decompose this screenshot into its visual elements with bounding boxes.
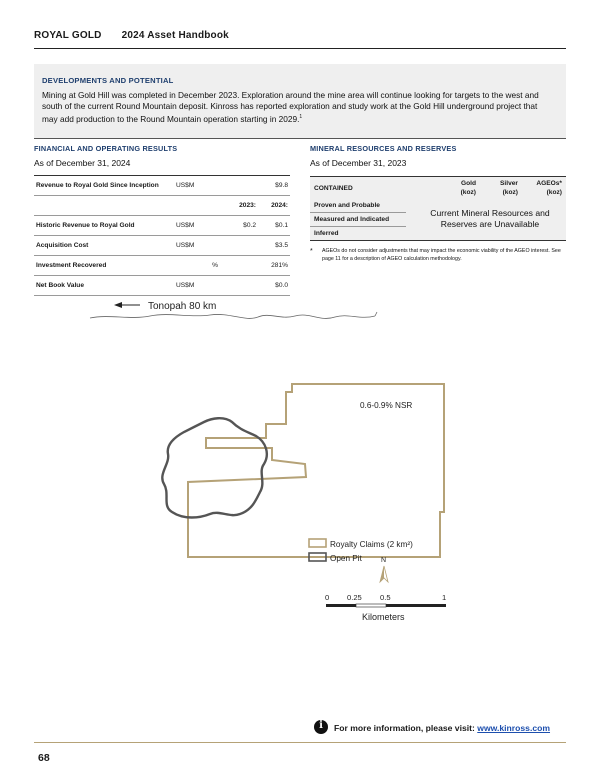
row-2023: 2023: <box>220 196 258 216</box>
scale-tick-05: 0.5 <box>380 593 391 602</box>
row-2024: $0.0 <box>258 276 290 296</box>
col-ageo: AGEOs* <box>536 180 562 187</box>
financial-table <box>34 176 290 296</box>
page-header <box>34 30 229 41</box>
row-unit <box>174 196 220 216</box>
row-unit: US$M <box>174 276 220 296</box>
developments-title: DEVELOPMENTS AND POTENTIAL <box>42 76 174 85</box>
legend-royalty-swatch <box>309 539 326 547</box>
reserves-header <box>310 176 566 199</box>
reserves-as-of: As of December 31, 2023 <box>310 158 407 168</box>
col-silver-unit: (koz) <box>502 189 518 196</box>
scale-segment <box>326 604 356 607</box>
row-divider <box>310 212 406 213</box>
north-arrow-fill <box>380 566 384 582</box>
row-2023 <box>220 176 258 196</box>
reserves-row: Inferred <box>314 230 339 237</box>
open-pit-outline <box>162 418 267 517</box>
developments-text: Mining at Gold Hill was completed in December 2023. Exploration around the mine area will continue looking for targets to the west and south of the current Round Mountain deposit. Kinross has reported exploration and study work at the Gold Hill underground project that may add production to the Round Mountain operation starting in 2029. <box>42 90 539 124</box>
property-map <box>80 292 500 632</box>
table-row <box>34 176 290 196</box>
road-line <box>90 314 375 318</box>
financial-title: FINANCIAL AND OPERATING RESULTS <box>34 144 178 153</box>
reserves-title: MINERAL RESOURCES AND RESERVES <box>310 144 457 153</box>
row-label: Investment Recovered <box>34 256 174 276</box>
company-name: ROYAL GOLD <box>34 30 102 41</box>
footer-divider <box>34 742 566 743</box>
col-silver: Silver <box>500 180 518 187</box>
row-2023: $0.2 <box>220 216 258 236</box>
row-2023 <box>220 236 258 256</box>
scale-segment <box>386 604 446 607</box>
row-divider <box>310 226 406 227</box>
north-label: N <box>381 557 387 564</box>
footnote-ref: 1 <box>299 114 303 120</box>
table-row <box>34 256 290 276</box>
col-ageo-unit: (koz) <box>546 189 562 196</box>
row-label: Revenue to Royal Gold Since Inception <box>34 176 174 196</box>
row-label: Historic Revenue to Royal Gold <box>34 216 174 236</box>
reserves-unavailable-message: Current Mineral Resources and Reserves are Unavailable <box>430 208 550 229</box>
table-row <box>34 236 290 256</box>
row-2024: $9.8 <box>258 176 290 196</box>
scale-tick-0: 0 <box>325 593 330 602</box>
ageo-footnote <box>310 248 566 263</box>
row-2024: 281% <box>258 256 290 276</box>
footnote-star: * <box>310 248 313 255</box>
row-2024: $0.1 <box>258 216 290 236</box>
row-label: Acquisition Cost <box>34 236 174 256</box>
more-info-text: For more information, please visit: <box>334 723 475 733</box>
table-row <box>34 196 290 216</box>
row-label: Net Book Value <box>34 276 174 296</box>
developments-section <box>34 64 566 139</box>
row-unit: US$M <box>174 236 220 256</box>
legend-pit-label: Open Pit <box>330 554 362 563</box>
legend-royalty-label: Royalty Claims (2 km²) <box>330 540 413 549</box>
scale-tick-025: 0.25 <box>347 593 362 602</box>
row-unit: US$M <box>174 176 220 196</box>
col-gold-unit: (koz) <box>460 189 476 196</box>
scale-tick-1: 1 <box>442 593 447 602</box>
scale-unit: Kilometers <box>362 612 405 622</box>
row-label <box>34 196 174 216</box>
nsr-label: 0.6-0.9% NSR <box>360 401 413 410</box>
reserves-row: Proven and Probable <box>314 202 380 209</box>
publication-title: 2024 Asset Handbook <box>121 30 229 41</box>
footnote-text: AGEOs do not consider adjustments that may impact the economic viability of the AGEO interest. See page 11 for a description of AGEO calculation methodology. <box>322 248 561 262</box>
col-gold: Gold <box>460 180 476 187</box>
more-info <box>334 723 550 733</box>
financial-as-of: As of December 31, 2024 <box>34 158 131 168</box>
arrow-head-icon <box>114 302 122 308</box>
header-divider <box>34 48 566 49</box>
row-2024: 2024: <box>258 196 290 216</box>
reserves-row: Measured and Indicated <box>314 216 390 223</box>
info-icon <box>314 720 328 734</box>
developments-body <box>42 90 554 125</box>
road-end <box>375 312 377 316</box>
col-contained: CONTAINED <box>314 185 353 192</box>
reserves-body <box>310 199 566 241</box>
row-2024: $3.5 <box>258 236 290 256</box>
page-number: 68 <box>38 752 50 764</box>
direction-label: Tonopah 80 km <box>148 301 217 312</box>
scale-segment <box>356 604 386 607</box>
row-2023 <box>220 256 258 276</box>
table-row <box>34 216 290 236</box>
row-unit: % <box>174 256 220 276</box>
row-unit: US$M <box>174 216 220 236</box>
kinross-link[interactable]: www.kinross.com <box>477 723 551 733</box>
